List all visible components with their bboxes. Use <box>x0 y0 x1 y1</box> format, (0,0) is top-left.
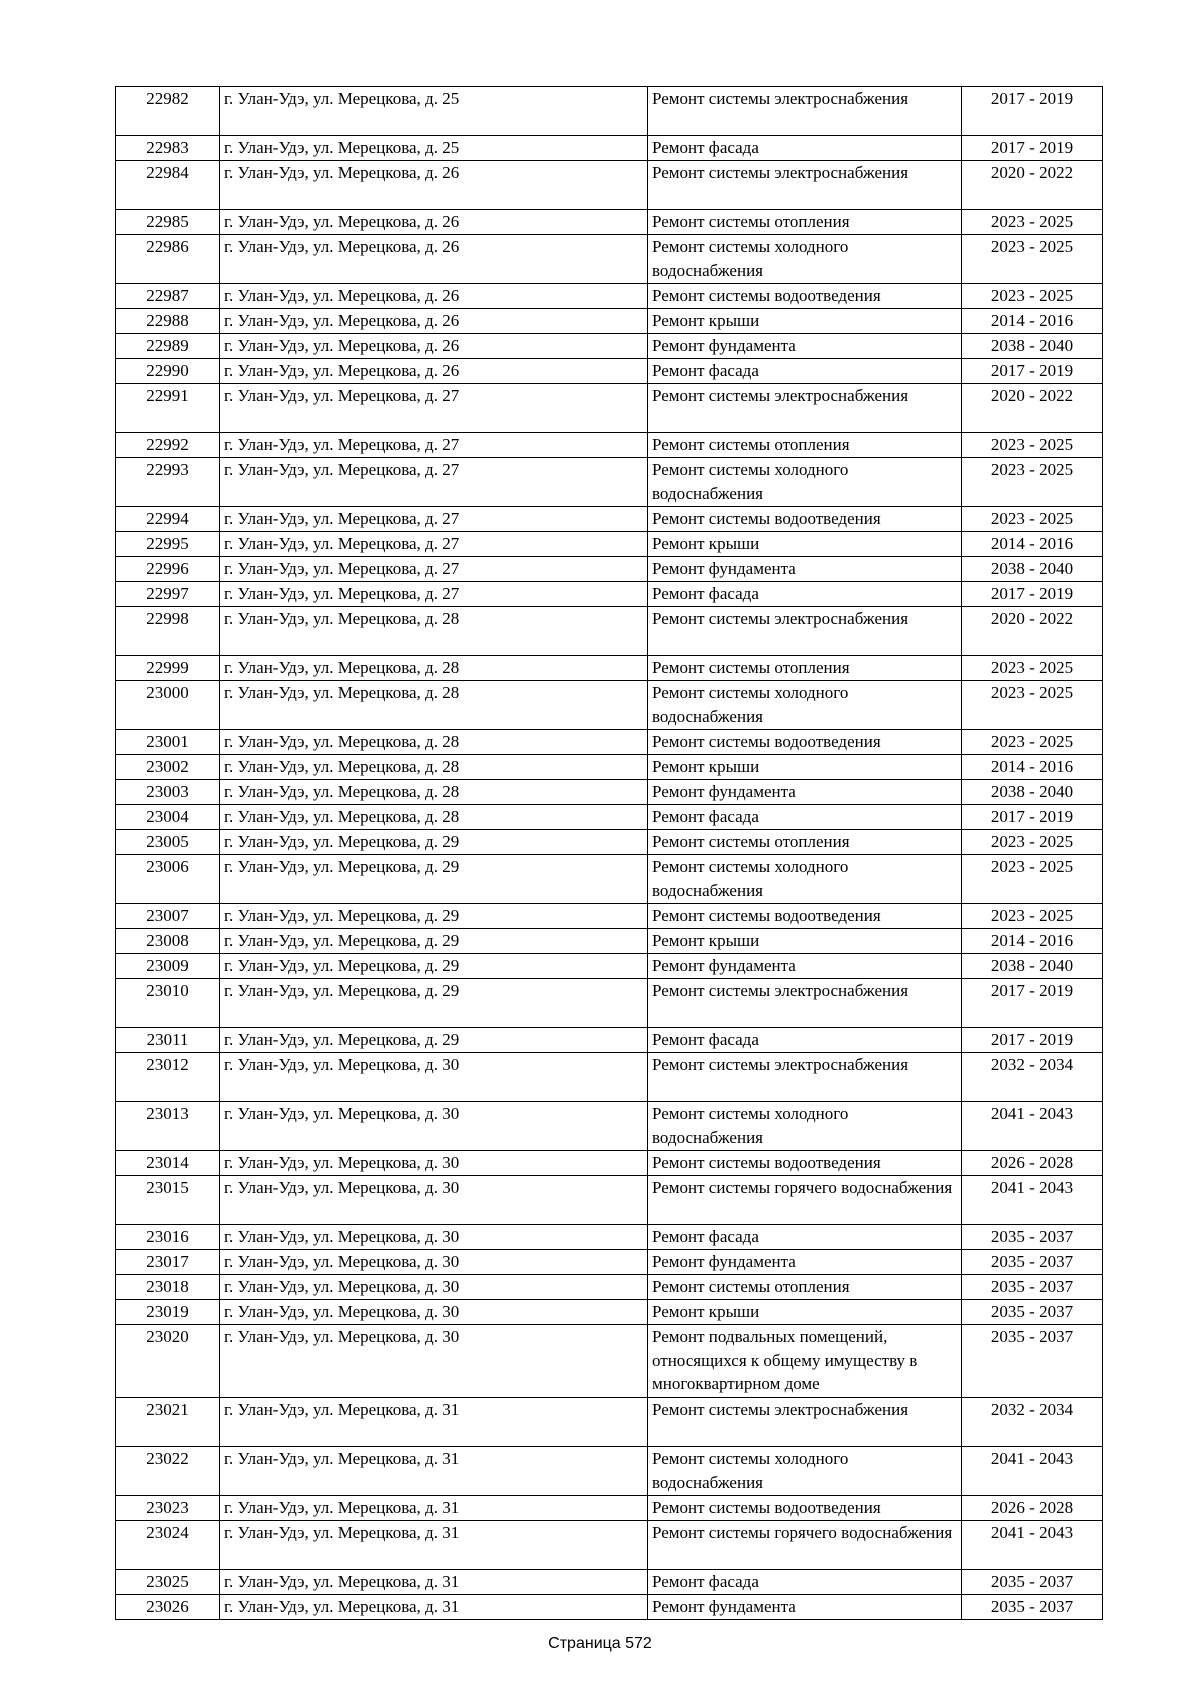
work-type-cell: Ремонт фундамента <box>648 1250 962 1275</box>
period-cell: 2023 - 2025 <box>962 830 1103 855</box>
row-number-cell: 23016 <box>116 1225 220 1250</box>
table-row <box>116 1028 1103 1053</box>
table-row <box>116 334 1103 359</box>
row-number-cell: 23010 <box>116 979 220 1028</box>
period-cell: 2023 - 2025 <box>962 904 1103 929</box>
table-row <box>116 755 1103 780</box>
period-cell: 2023 - 2025 <box>962 681 1103 730</box>
table-row <box>116 433 1103 458</box>
address-cell: г. Улан-Удэ, ул. Мерецкова, д. 28 <box>220 730 648 755</box>
address-cell: г. Улан-Удэ, ул. Мерецкова, д. 28 <box>220 755 648 780</box>
table-row <box>116 681 1103 730</box>
address-cell: г. Улан-Удэ, ул. Мерецкова, д. 29 <box>220 979 648 1028</box>
table-row <box>116 507 1103 532</box>
table-row <box>116 929 1103 954</box>
work-type-cell: Ремонт подвальных помещений, относящихся к общему имуществу в многоквартирном доме <box>648 1325 962 1398</box>
work-type-cell: Ремонт фасада <box>648 136 962 161</box>
table-row <box>116 656 1103 681</box>
work-schedule-table <box>115 86 1103 1620</box>
table-row <box>116 979 1103 1028</box>
work-type-cell: Ремонт фасада <box>648 1225 962 1250</box>
address-cell: г. Улан-Удэ, ул. Мерецкова, д. 25 <box>220 136 648 161</box>
row-number-cell: 22993 <box>116 458 220 507</box>
period-cell: 2035 - 2037 <box>962 1300 1103 1325</box>
work-type-cell: Ремонт системы электроснабжения <box>648 979 962 1028</box>
period-cell: 2014 - 2016 <box>962 309 1103 334</box>
table-row <box>116 855 1103 904</box>
address-cell: г. Улан-Удэ, ул. Мерецкова, д. 26 <box>220 210 648 235</box>
address-cell: г. Улан-Удэ, ул. Мерецкова, д. 27 <box>220 557 648 582</box>
row-number-cell: 22994 <box>116 507 220 532</box>
row-number-cell: 23011 <box>116 1028 220 1053</box>
period-cell: 2041 - 2043 <box>962 1102 1103 1151</box>
address-cell: г. Улан-Удэ, ул. Мерецкова, д. 26 <box>220 284 648 309</box>
address-cell: г. Улан-Удэ, ул. Мерецкова, д. 30 <box>220 1053 648 1102</box>
page-number: Страница 572 <box>548 1635 652 1652</box>
work-type-cell: Ремонт системы холодного водоснабжения <box>648 681 962 730</box>
work-type-cell: Ремонт фундамента <box>648 557 962 582</box>
work-type-cell: Ремонт фундамента <box>648 780 962 805</box>
row-number-cell: 23020 <box>116 1325 220 1398</box>
table-row <box>116 136 1103 161</box>
period-cell: 2023 - 2025 <box>962 210 1103 235</box>
period-cell: 2023 - 2025 <box>962 656 1103 681</box>
table-row <box>116 730 1103 755</box>
period-cell: 2041 - 2043 <box>962 1447 1103 1496</box>
row-number-cell: 23012 <box>116 1053 220 1102</box>
row-number-cell: 22990 <box>116 359 220 384</box>
row-number-cell: 23003 <box>116 780 220 805</box>
work-type-cell: Ремонт системы водоотведения <box>648 904 962 929</box>
address-cell: г. Улан-Удэ, ул. Мерецкова, д. 27 <box>220 582 648 607</box>
address-cell: г. Улан-Удэ, ул. Мерецкова, д. 31 <box>220 1447 648 1496</box>
period-cell: 2017 - 2019 <box>962 87 1103 136</box>
period-cell: 2026 - 2028 <box>962 1151 1103 1176</box>
period-cell: 2035 - 2037 <box>962 1325 1103 1398</box>
period-cell: 2017 - 2019 <box>962 1028 1103 1053</box>
address-cell: г. Улан-Удэ, ул. Мерецкова, д. 30 <box>220 1225 648 1250</box>
address-cell: г. Улан-Удэ, ул. Мерецкова, д. 29 <box>220 954 648 979</box>
work-type-cell: Ремонт системы электроснабжения <box>648 87 962 136</box>
row-number-cell: 22998 <box>116 607 220 656</box>
period-cell: 2023 - 2025 <box>962 433 1103 458</box>
address-cell: г. Улан-Удэ, ул. Мерецкова, д. 31 <box>220 1521 648 1570</box>
work-type-cell: Ремонт системы отопления <box>648 1275 962 1300</box>
work-type-cell: Ремонт системы электроснабжения <box>648 1053 962 1102</box>
row-number-cell: 22984 <box>116 161 220 210</box>
work-type-cell: Ремонт системы горячего водоснабжения <box>648 1521 962 1570</box>
work-type-cell: Ремонт крыши <box>648 1300 962 1325</box>
period-cell: 2035 - 2037 <box>962 1275 1103 1300</box>
address-cell: г. Улан-Удэ, ул. Мерецкова, д. 28 <box>220 681 648 730</box>
row-number-cell: 22989 <box>116 334 220 359</box>
table-row <box>116 1570 1103 1595</box>
period-cell: 2017 - 2019 <box>962 359 1103 384</box>
table-row <box>116 1325 1103 1398</box>
table-row <box>116 384 1103 433</box>
row-number-cell: 23022 <box>116 1447 220 1496</box>
period-cell: 2020 - 2022 <box>962 161 1103 210</box>
row-number-cell: 22992 <box>116 433 220 458</box>
address-cell: г. Улан-Удэ, ул. Мерецкова, д. 31 <box>220 1496 648 1521</box>
period-cell: 2014 - 2016 <box>962 929 1103 954</box>
period-cell: 2035 - 2037 <box>962 1250 1103 1275</box>
work-type-cell: Ремонт фундамента <box>648 954 962 979</box>
table-row <box>116 309 1103 334</box>
address-cell: г. Улан-Удэ, ул. Мерецкова, д. 29 <box>220 929 648 954</box>
period-cell: 2023 - 2025 <box>962 284 1103 309</box>
row-number-cell: 23001 <box>116 730 220 755</box>
table-row <box>116 532 1103 557</box>
work-type-cell: Ремонт системы отопления <box>648 433 962 458</box>
row-number-cell: 23019 <box>116 1300 220 1325</box>
address-cell: г. Улан-Удэ, ул. Мерецкова, д. 30 <box>220 1176 648 1225</box>
table-row <box>116 1398 1103 1447</box>
work-type-cell: Ремонт системы холодного водоснабжения <box>648 1102 962 1151</box>
address-cell: г. Улан-Удэ, ул. Мерецкова, д. 31 <box>220 1398 648 1447</box>
row-number-cell: 23025 <box>116 1570 220 1595</box>
table-row <box>116 359 1103 384</box>
row-number-cell: 23006 <box>116 855 220 904</box>
work-type-cell: Ремонт системы отопления <box>648 656 962 681</box>
row-number-cell: 22999 <box>116 656 220 681</box>
table-row <box>116 904 1103 929</box>
period-cell: 2023 - 2025 <box>962 235 1103 284</box>
work-type-cell: Ремонт крыши <box>648 309 962 334</box>
address-cell: г. Улан-Удэ, ул. Мерецкова, д. 29 <box>220 1028 648 1053</box>
period-cell: 2017 - 2019 <box>962 979 1103 1028</box>
work-type-cell: Ремонт системы холодного водоснабжения <box>648 458 962 507</box>
period-cell: 2017 - 2019 <box>962 136 1103 161</box>
work-type-cell: Ремонт фасада <box>648 359 962 384</box>
work-type-cell: Ремонт системы электроснабжения <box>648 1398 962 1447</box>
table-row <box>116 161 1103 210</box>
row-number-cell: 23005 <box>116 830 220 855</box>
row-number-cell: 22987 <box>116 284 220 309</box>
address-cell: г. Улан-Удэ, ул. Мерецкова, д. 27 <box>220 458 648 507</box>
address-cell: г. Улан-Удэ, ул. Мерецкова, д. 27 <box>220 507 648 532</box>
work-type-cell: Ремонт фасада <box>648 805 962 830</box>
work-type-cell: Ремонт крыши <box>648 532 962 557</box>
address-cell: г. Улан-Удэ, ул. Мерецкова, д. 29 <box>220 904 648 929</box>
address-cell: г. Улан-Удэ, ул. Мерецкова, д. 26 <box>220 334 648 359</box>
address-cell: г. Улан-Удэ, ул. Мерецкова, д. 29 <box>220 855 648 904</box>
table-row <box>116 780 1103 805</box>
period-cell: 2041 - 2043 <box>962 1521 1103 1570</box>
period-cell: 2026 - 2028 <box>962 1496 1103 1521</box>
row-number-cell: 22983 <box>116 136 220 161</box>
row-number-cell: 23014 <box>116 1151 220 1176</box>
row-number-cell: 23004 <box>116 805 220 830</box>
row-number-cell: 23015 <box>116 1176 220 1225</box>
address-cell: г. Улан-Удэ, ул. Мерецкова, д. 26 <box>220 359 648 384</box>
row-number-cell: 23007 <box>116 904 220 929</box>
address-cell: г. Улан-Удэ, ул. Мерецкова, д. 30 <box>220 1102 648 1151</box>
row-number-cell: 22995 <box>116 532 220 557</box>
row-number-cell: 23008 <box>116 929 220 954</box>
address-cell: г. Улан-Удэ, ул. Мерецкова, д. 27 <box>220 433 648 458</box>
period-cell: 2038 - 2040 <box>962 780 1103 805</box>
period-cell: 2020 - 2022 <box>962 384 1103 433</box>
period-cell: 2020 - 2022 <box>962 607 1103 656</box>
table-row <box>116 1521 1103 1570</box>
row-number-cell: 23002 <box>116 755 220 780</box>
table-row <box>116 805 1103 830</box>
row-number-cell: 22997 <box>116 582 220 607</box>
work-type-cell: Ремонт системы холодного водоснабжения <box>648 1447 962 1496</box>
address-cell: г. Улан-Удэ, ул. Мерецкова, д. 26 <box>220 235 648 284</box>
work-type-cell: Ремонт системы холодного водоснабжения <box>648 855 962 904</box>
table-row <box>116 87 1103 136</box>
work-type-cell: Ремонт фасада <box>648 1570 962 1595</box>
address-cell: г. Улан-Удэ, ул. Мерецкова, д. 30 <box>220 1250 648 1275</box>
work-type-cell: Ремонт системы водоотведения <box>648 1496 962 1521</box>
address-cell: г. Улан-Удэ, ул. Мерецкова, д. 30 <box>220 1151 648 1176</box>
period-cell: 2014 - 2016 <box>962 755 1103 780</box>
period-cell: 2035 - 2037 <box>962 1225 1103 1250</box>
work-type-cell: Ремонт системы водоотведения <box>648 1151 962 1176</box>
address-cell: г. Улан-Удэ, ул. Мерецкова, д. 26 <box>220 309 648 334</box>
address-cell: г. Улан-Удэ, ул. Мерецкова, д. 29 <box>220 830 648 855</box>
table-row <box>116 1595 1103 1620</box>
work-type-cell: Ремонт крыши <box>648 929 962 954</box>
period-cell: 2023 - 2025 <box>962 507 1103 532</box>
address-cell: г. Улан-Удэ, ул. Мерецкова, д. 28 <box>220 780 648 805</box>
work-type-cell: Ремонт фундамента <box>648 334 962 359</box>
table-row <box>116 1102 1103 1151</box>
address-cell: г. Улан-Удэ, ул. Мерецкова, д. 31 <box>220 1570 648 1595</box>
row-number-cell: 23024 <box>116 1521 220 1570</box>
period-cell: 2023 - 2025 <box>962 855 1103 904</box>
address-cell: г. Улан-Удэ, ул. Мерецкова, д. 26 <box>220 161 648 210</box>
period-cell: 2017 - 2019 <box>962 582 1103 607</box>
row-number-cell: 22988 <box>116 309 220 334</box>
period-cell: 2038 - 2040 <box>962 334 1103 359</box>
work-type-cell: Ремонт системы холодного водоснабжения <box>648 235 962 284</box>
address-cell: г. Улан-Удэ, ул. Мерецкова, д. 28 <box>220 656 648 681</box>
work-type-cell: Ремонт системы электроснабжения <box>648 607 962 656</box>
table-row <box>116 1300 1103 1325</box>
row-number-cell: 23013 <box>116 1102 220 1151</box>
work-type-cell: Ремонт системы водоотведения <box>648 284 962 309</box>
row-number-cell: 22985 <box>116 210 220 235</box>
address-cell: г. Улан-Удэ, ул. Мерецкова, д. 27 <box>220 384 648 433</box>
row-number-cell: 23023 <box>116 1496 220 1521</box>
row-number-cell: 23017 <box>116 1250 220 1275</box>
table-row <box>116 954 1103 979</box>
table-body <box>116 87 1103 1620</box>
address-cell: г. Улан-Удэ, ул. Мерецкова, д. 27 <box>220 532 648 557</box>
period-cell: 2017 - 2019 <box>962 805 1103 830</box>
work-type-cell: Ремонт системы отопления <box>648 210 962 235</box>
table-row <box>116 1447 1103 1496</box>
address-cell: г. Улан-Удэ, ул. Мерецкова, д. 30 <box>220 1325 648 1398</box>
table-row <box>116 607 1103 656</box>
row-number-cell: 22996 <box>116 557 220 582</box>
table-row <box>116 1053 1103 1102</box>
address-cell: г. Улан-Удэ, ул. Мерецкова, д. 30 <box>220 1275 648 1300</box>
period-cell: 2035 - 2037 <box>962 1595 1103 1620</box>
row-number-cell: 23000 <box>116 681 220 730</box>
table-row <box>116 1496 1103 1521</box>
work-type-cell: Ремонт системы горячего водоснабжения <box>648 1176 962 1225</box>
table-row <box>116 284 1103 309</box>
table-row <box>116 830 1103 855</box>
period-cell: 2032 - 2034 <box>962 1053 1103 1102</box>
table-row <box>116 210 1103 235</box>
work-type-cell: Ремонт системы электроснабжения <box>648 384 962 433</box>
row-number-cell: 23021 <box>116 1398 220 1447</box>
period-cell: 2014 - 2016 <box>962 532 1103 557</box>
work-type-cell: Ремонт системы электроснабжения <box>648 161 962 210</box>
period-cell: 2041 - 2043 <box>962 1176 1103 1225</box>
period-cell: 2038 - 2040 <box>962 954 1103 979</box>
period-cell: 2038 - 2040 <box>962 557 1103 582</box>
address-cell: г. Улан-Удэ, ул. Мерецкова, д. 28 <box>220 607 648 656</box>
table-row <box>116 1250 1103 1275</box>
work-type-cell: Ремонт фасада <box>648 582 962 607</box>
address-cell: г. Улан-Удэ, ул. Мерецкова, д. 30 <box>220 1300 648 1325</box>
address-cell: г. Улан-Удэ, ул. Мерецкова, д. 28 <box>220 805 648 830</box>
period-cell: 2032 - 2034 <box>962 1398 1103 1447</box>
work-type-cell: Ремонт системы водоотведения <box>648 507 962 532</box>
period-cell: 2035 - 2037 <box>962 1570 1103 1595</box>
table-row <box>116 1151 1103 1176</box>
work-type-cell: Ремонт крыши <box>648 755 962 780</box>
table-row <box>116 582 1103 607</box>
work-type-cell: Ремонт фасада <box>648 1028 962 1053</box>
period-cell: 2023 - 2025 <box>962 458 1103 507</box>
table-row <box>116 1275 1103 1300</box>
row-number-cell: 23026 <box>116 1595 220 1620</box>
work-type-cell: Ремонт фундамента <box>648 1595 962 1620</box>
table-row <box>116 1176 1103 1225</box>
table-row <box>116 235 1103 284</box>
table-row <box>116 458 1103 507</box>
row-number-cell: 23018 <box>116 1275 220 1300</box>
period-cell: 2023 - 2025 <box>962 730 1103 755</box>
work-type-cell: Ремонт системы водоотведения <box>648 730 962 755</box>
work-type-cell: Ремонт системы отопления <box>648 830 962 855</box>
table-row <box>116 1225 1103 1250</box>
row-number-cell: 22991 <box>116 384 220 433</box>
address-cell: г. Улан-Удэ, ул. Мерецкова, д. 31 <box>220 1595 648 1620</box>
row-number-cell: 23009 <box>116 954 220 979</box>
row-number-cell: 22982 <box>116 87 220 136</box>
table-row <box>116 557 1103 582</box>
address-cell: г. Улан-Удэ, ул. Мерецкова, д. 25 <box>220 87 648 136</box>
row-number-cell: 22986 <box>116 235 220 284</box>
